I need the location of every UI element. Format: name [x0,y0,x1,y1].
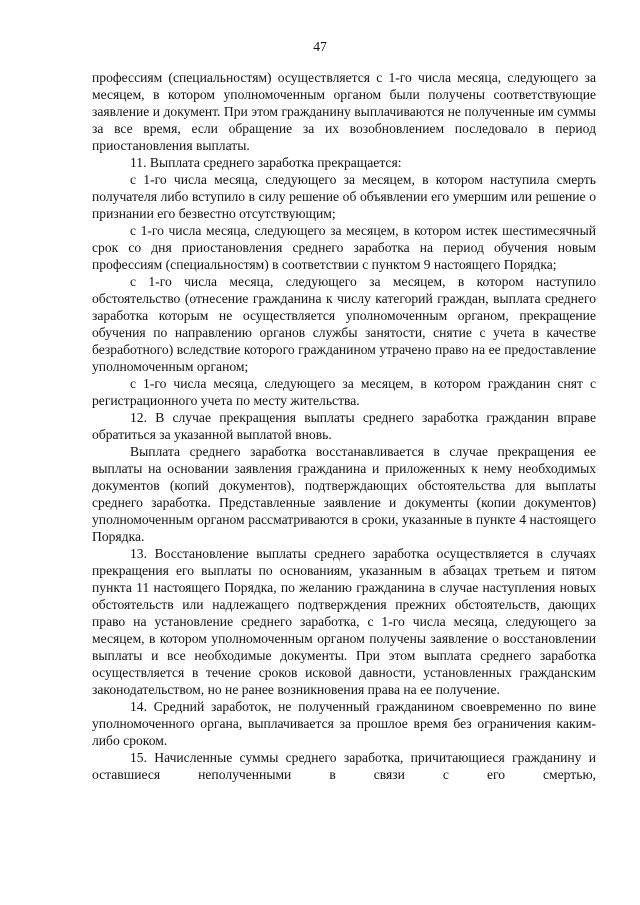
paragraph-item-11-a: с 1-го числа месяца, следующего за месяцем, в котором наступила смерть получателя либо вступило в силу решение об объявлении его умершим или решение о признании его безвестно отсутствующим; [92,172,596,221]
paragraph-item-15: 15. Начисленные суммы среднего заработка, причитающиеся гражданину и оставшиеся неполученными в связи с его смертью, [92,750,596,782]
paragraph-item-12: 12. В случае прекращения выплаты среднего заработка гражданин вправе обратиться за указанной выплатой вновь. [92,410,596,442]
document-body [92,69,596,783]
paragraph-continuation: профессиям (специальностям) осуществляется с 1-го числа месяца, следующего за месяцем, в котором уполномоченным органом были получены соответствующие заявление и документ. При этом гражданину выплачиваются не полученные им суммы за все время, если обращение за их возобновлением последовало в период приостановления выплаты. [92,70,596,153]
page-number: 47 [313,39,327,54]
paragraph-item-11: 11. Выплата среднего заработка прекращается: [130,155,402,170]
paragraph-item-14: 14. Средний заработок, не полученный гражданином своевременно по вине уполномоченного органа, выплачивается за прошлое время без ограничения каким-либо сроком. [92,699,596,748]
paragraph-item-11-d: с 1-го числа месяца, следующего за месяцем, в котором гражданин снят с регистрационного учета по месту жительства. [92,376,596,408]
paragraph-item-11-c: с 1-го числа месяца, следующего за месяцем, в котором наступило обстоятельство (отнесение гражданина к числу категорий граждан, выплата среднего заработка которым не осуществляется уполномоченным органом, прекращение обучения по направлению органов службы занятости, снятие с учета в качестве безработного) вследствие которого гражданином утрачено право на ее предоставление уполномоченным органом; [92,274,596,374]
paragraph-item-13: 13. Восстановление выплаты среднего заработка осуществляется в случаях прекращения его выплаты по основаниям, указанным в абзацах третьем и пятом пункта 11 настоящего Порядка, по желанию гражданина в случае наступления новых обстоятельств или надлежащего подтверждения прежних обстоятельств, дающих право на установление среднего заработка, с 1-го числа месяца, следующего за месяцем, в котором уполномоченным органом получены заявление о восстановлении выплаты и все необходимые документы. При этом выплата среднего заработка осуществляется в течение сроков исковой давности, установленных гражданским законодательством, но не ранее возникновения права на ее получение. [92,546,596,697]
paragraph-item-11-b: с 1-го числа месяца, следующего за месяцем, в котором истек шестимесячный срок со дня приостановления среднего заработка на период обучения новым профессиям (специальностям) в соответствии с пунктом 9 настоящего Порядка; [92,223,596,272]
paragraph-item-12-b: Выплата среднего заработка восстанавливается в случае прекращения ее выплаты на основании заявления гражданина и приложенных к нему необходимых документов (копий документов), подтверждающих обстоятельства для выплаты среднего заработка. Представленные заявление и документы (копии документов) уполномоченным органом рассматриваются в сроки, указанные в пункте 4 настоящего Порядка. [92,444,596,544]
